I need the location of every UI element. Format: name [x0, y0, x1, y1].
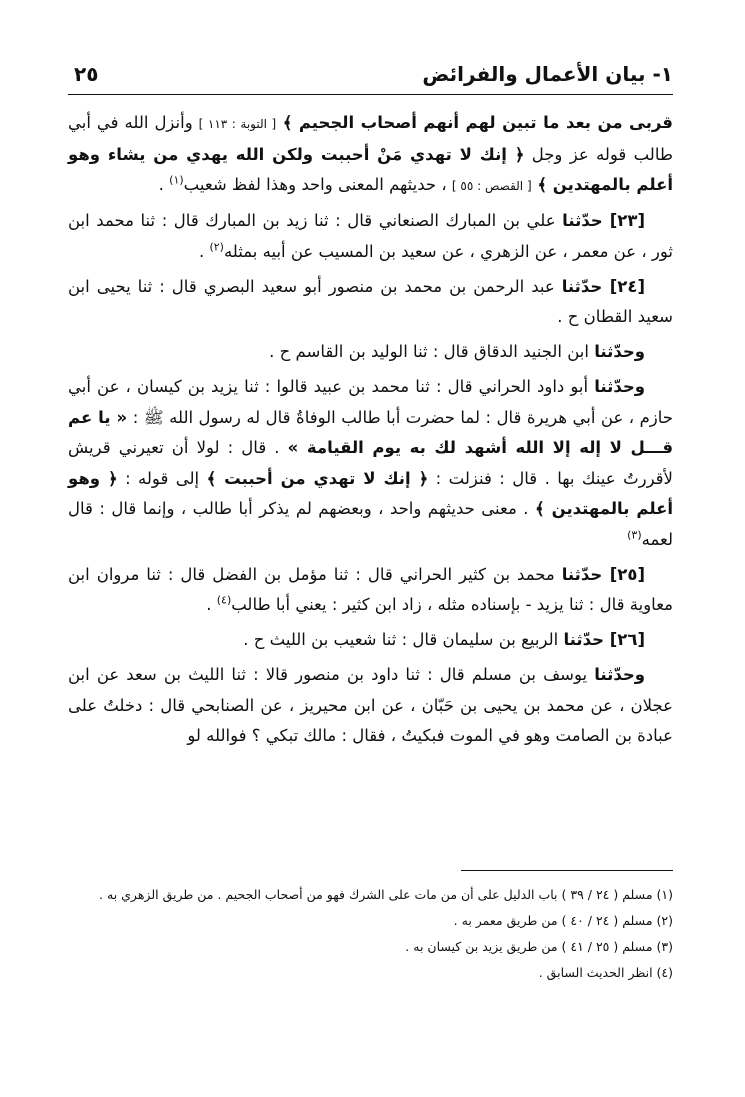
text-segment: عبد الرحمن بن محمد بن منصور أبو سعيد البصري قال : ثنا يحيى ابن سعيد القطان ح .: [68, 276, 673, 326]
footnote-ref[interactable]: (٢): [209, 240, 224, 253]
emphasized-text: [٢٥] حدّثنا: [561, 564, 645, 584]
emphasized-text: « يا عم قـــل لا إله إلا الله أشهد لك به يوم القيامة »: [68, 407, 673, 457]
text-segment: أبو داود الحراني قال : ثنا محمد بن عبيد قالوا : ثنا يزيد بن كيسان ، عن أبي حازم ، عن أبي هريرة قال : لما حضرت أبا طالب الوفاةُ قال له رسول الله ﷺ :: [68, 377, 674, 427]
text-segment: . قال : لولا أن تعيرني قريش لأقررتُ عينك بها . قال : فنزلت :: [68, 438, 673, 488]
emphasized-text: [٢٣] حدّثنا: [562, 211, 645, 230]
paragraph: [68, 108, 673, 202]
text-segment: . معنى حديثهم واحد ، وبعضهم لم يذكر أبا طالب ، وإنما قال : قال لعمه: [68, 499, 673, 549]
emphasized-text: ﴿ إنك لا تهدي من أحببت ﴾: [206, 468, 429, 488]
footnote-ref[interactable]: (٤): [216, 593, 232, 607]
footnote-2: (٢) مسلم ( ٢٤ / ٤٠ ) من طريق معمر به .: [453, 913, 673, 928]
emphasized-text: [٢٦] حدّثنا: [563, 630, 645, 649]
emphasized-text: ﴿ إنك لا تهدي مَنْ أحببت ولكن الله يهدي من يشاء وهو أعلم بالمهتدين ﴾: [68, 144, 673, 194]
main-text: [68, 108, 673, 756]
text-segment: يوسف بن مسلم قال : ثنا داود بن منصور قالا : ثنا الليث بن سعد عن ابن عجلان ، عن محمد بن يحيى بن حَبّان ، عن ابن محيريز ، عن الصنابحي قال : دخلتُ على عبادة بن الصامت وهو في الموت فبكيتُ ، فقال : مالك تبكي ؟ فوالله لو: [68, 665, 673, 745]
hadith-23: [68, 206, 673, 267]
text-segment: [ القصص : ٥٥ ]: [451, 179, 532, 193]
hadith-25: [68, 560, 673, 621]
footnote-4: (٤) انظر الحديث السابق .: [538, 965, 673, 980]
text-segment: .: [158, 175, 170, 194]
footnote-3: (٣) مسلم ( ٢٥ / ٤١ ) من طريق يزيد بن كيسان به .: [405, 939, 673, 954]
emphasized-text: قربى من بعد ما تبين لهم أنهم أصحاب الجحيم ﴾: [276, 113, 673, 132]
page-number: ٢٥: [74, 62, 99, 86]
footnote-ref[interactable]: (١): [169, 173, 184, 187]
text-segment: [ التوبة : ١١٣ ]: [198, 117, 277, 131]
paragraph: [68, 660, 673, 752]
footnote-1: (١) مسلم ( ٢٤ / ٣٩ ) باب الدليل على أن من مات على الشرك فهو من أصحاب الجحيم . من طريق الزهري به .: [99, 887, 673, 902]
text-segment: ابن الجنيد الدقاق قال : ثنا الوليد بن القاسم ح .: [269, 342, 595, 361]
paragraph: [68, 372, 673, 555]
footnote-ref[interactable]: (٣): [627, 528, 642, 541]
running-header: [68, 62, 673, 95]
text-segment: .: [198, 241, 210, 261]
text-segment: محمد بن كثير الحراني قال : ثنا مؤمل بن الفضل قال : ثنا مروان ابن معاوية قال : ثنا يزيد - بإسناده مثله ، زاد ابن كثير : يعني أبا طالب: [68, 564, 673, 614]
footnotes: [68, 882, 673, 986]
emphasized-text: وحدّثنا: [594, 665, 645, 684]
emphasized-text: وحدّثنا: [594, 377, 645, 396]
hadith-26: [68, 625, 673, 656]
footnote-divider: [461, 870, 673, 871]
text-segment: الربيع بن سليمان قال : ثنا شعيب بن الليث ح .: [243, 630, 564, 649]
chapter-title: ١- بيان الأعمال والفرائض: [422, 62, 673, 86]
text-segment: إلى قوله :: [117, 468, 207, 488]
text-segment: .: [206, 595, 217, 614]
hadith-24: [68, 272, 673, 333]
text-segment: علي بن المبارك الصنعاني قال : ثنا زيد بن المبارك قال : ثنا محمد ابن ثور ، عن معمر ، عن الزهري ، عن سعيد بن المسيب عن أبيه بمثله: [68, 211, 673, 261]
emphasized-text: [٢٤] حدّثنا: [561, 276, 645, 296]
emphasized-text: وحدّثنا: [594, 342, 645, 361]
text-segment: وأنزل الله في أبي طالب قوله عز وجل: [68, 113, 673, 164]
paragraph: [68, 337, 673, 368]
emphasized-text: ﴿ وهو أعلم بالمهتدين ﴾: [68, 468, 673, 518]
text-segment: ، حديثهم المعنى واحد وهذا لفظ شعيب: [183, 175, 452, 194]
